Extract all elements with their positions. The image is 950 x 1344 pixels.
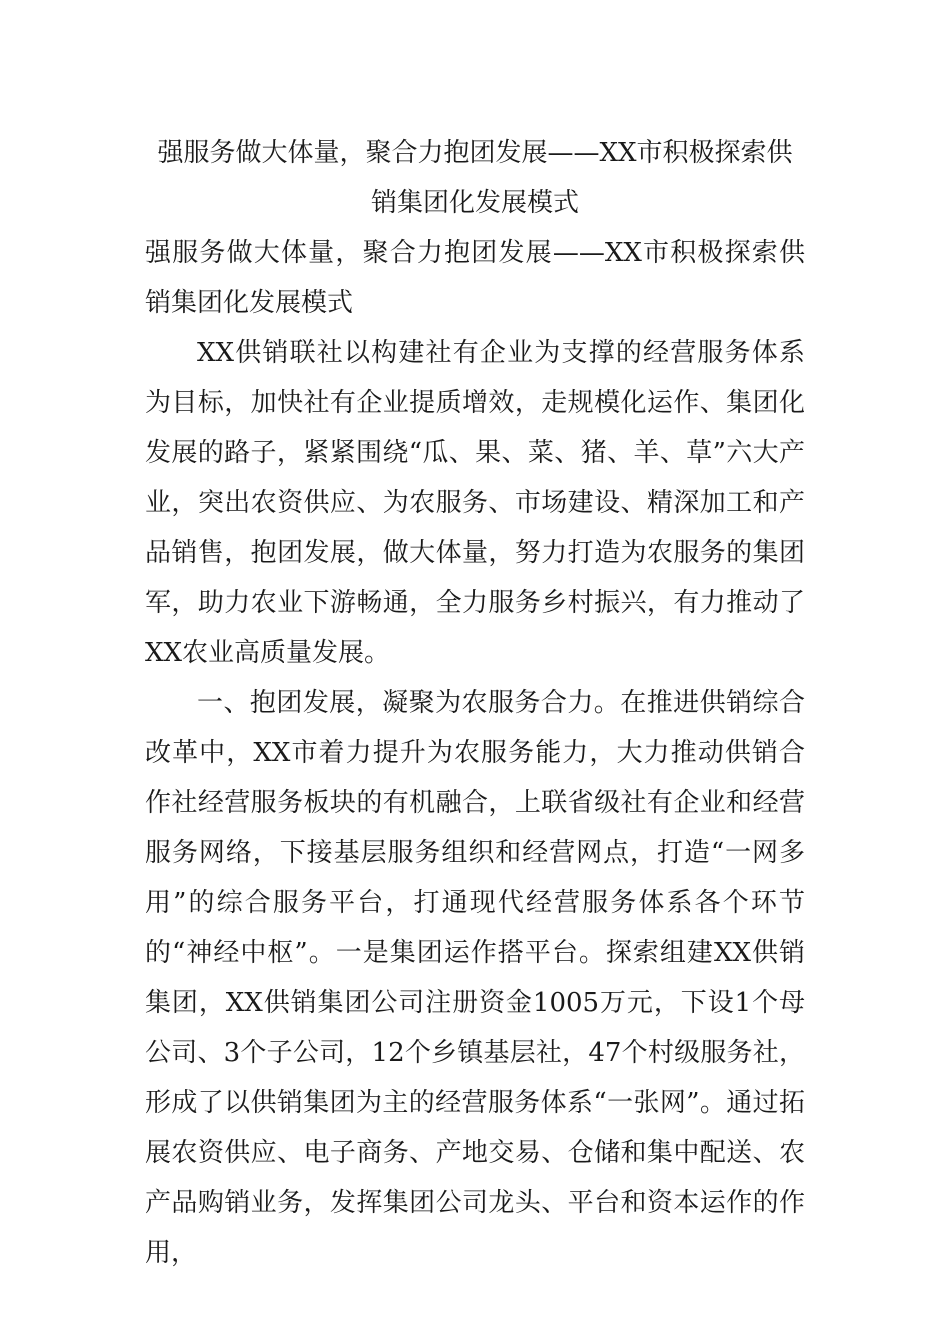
paragraph-intro: XX供销联社以构建社有企业为支撑的经营服务体系为目标，加快社有企业提质增效，走规模化运作、集团化发展的路子，紧紧围绕“瓜、果、菜、猪、羊、草”六大产业，突出农资供应、为农服务、市场建设、精深加工和产品销售，抱团发展，做大体量，努力打造为农服务的集团军，助力农业下游畅通，全力服务乡村振兴，有力推动了XX农业高质量发展。 [145, 338, 805, 668]
document-body [145, 128, 805, 1278]
paragraph-section-one: 一、抱团发展，凝聚为农服务合力。在推进供销综合改革中，XX市着力提升为农服务能力，大力推动供销合作社经营服务板块的有机融合，上联省级社有企业和经营服务网络，下接基层服务组织和经营网点，打造“一网多用”的综合服务平台，打通现代经营服务体系各个环节的“神经中枢”。一是集团运作搭平台。探索组建XX供销集团，XX供销集团公司注册资金1005万元，下设1个母公司、3个子公司，12个乡镇基层社，47个村级服务社，形成了以供销集团为主的经营服务体系“一张网”。通过拓展农资供应、电子商务、产地交易、仓储和集中配送、农产品购销业务，发挥集团公司龙头、平台和资本运作的作用， [145, 688, 805, 1268]
document-title-centered: 强服务做大体量，聚合力抱团发展——XX市积极探索供销集团化发展模式 [157, 138, 793, 218]
document-title-repeat: 强服务做大体量，聚合力抱团发展——XX市积极探索供销集团化发展模式 [145, 238, 805, 318]
